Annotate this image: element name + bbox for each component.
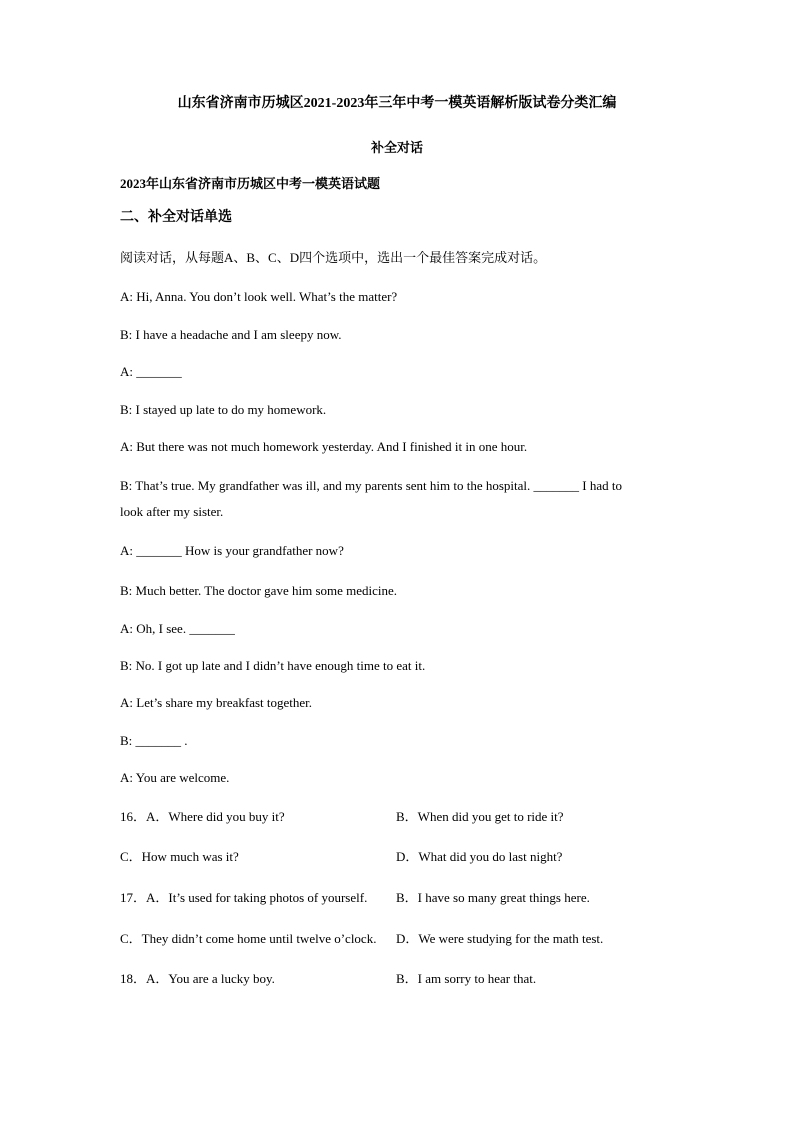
dialogue-line: B: No. I got up late and I didn’t have enough time to eat it. <box>120 658 426 673</box>
document-subtitle: 补全对话 <box>370 140 423 155</box>
dialogue-line: A: _______ How is your grandfather now? <box>120 543 344 558</box>
dialogue-line: look after my sister. <box>120 504 224 519</box>
dialogue-line: A: But there was not much homework yesterday. And I finished it in one hour. <box>120 439 528 454</box>
dialogue-line: B: I stayed up late to do my homework. <box>120 402 327 417</box>
question-18-option-a: 18．A．You are a lucky boy. <box>120 971 275 986</box>
dialogue-line: B: Much better. The doctor gave him some medicine. <box>120 583 398 598</box>
dialogue-line: A: Oh, I see. _______ <box>120 621 235 636</box>
question-17-option-a: 17．A．It’s used for taking photos of yourself. <box>120 890 368 905</box>
question-16-option-a: 16．A．Where did you buy it? <box>120 809 285 824</box>
section-heading: 二、补全对话单选 <box>120 210 232 225</box>
document-title: 山东省济南市历城区2021-2023年三年中考一模英语解析版试卷分类汇编 <box>177 96 617 111</box>
dialogue-line: A: You are welcome. <box>120 770 230 785</box>
dialogue-line: A: Hi, Anna. You don’t look well. What’s the matter? <box>120 289 398 304</box>
dialogue-line: A: Let’s share my breakfast together. <box>120 695 313 710</box>
question-17-option-c: C．They didn’t come home until twelve o’clock. <box>120 931 377 946</box>
question-16-option-c: C．How much was it? <box>120 849 239 864</box>
question-17-option-b: B．I have so many great things here. <box>396 890 590 905</box>
question-16-option-d: D．What did you do last night? <box>396 849 563 864</box>
instruction-text: 阅读对话，从每题A、B、C、D四个选项中，选出一个最佳答案完成对话。 <box>120 250 547 265</box>
exam-heading: 2023年山东省济南市历城区中考一模英语试题 <box>120 176 381 191</box>
dialogue-line: A: _______ <box>120 364 182 379</box>
dialogue-line: B: I have a headache and I am sleepy now. <box>120 327 342 342</box>
question-17-option-d: D．We were studying for the math test. <box>396 931 604 946</box>
dialogue-line: B: That’s true. My grandfather was ill, and my parents sent him to the hospital. _______ I had to <box>120 478 622 493</box>
question-16-option-b: B．When did you get to ride it? <box>396 809 564 824</box>
dialogue-line: B: _______ . <box>120 733 188 748</box>
question-18-option-b: B．I am sorry to hear that. <box>396 971 537 986</box>
